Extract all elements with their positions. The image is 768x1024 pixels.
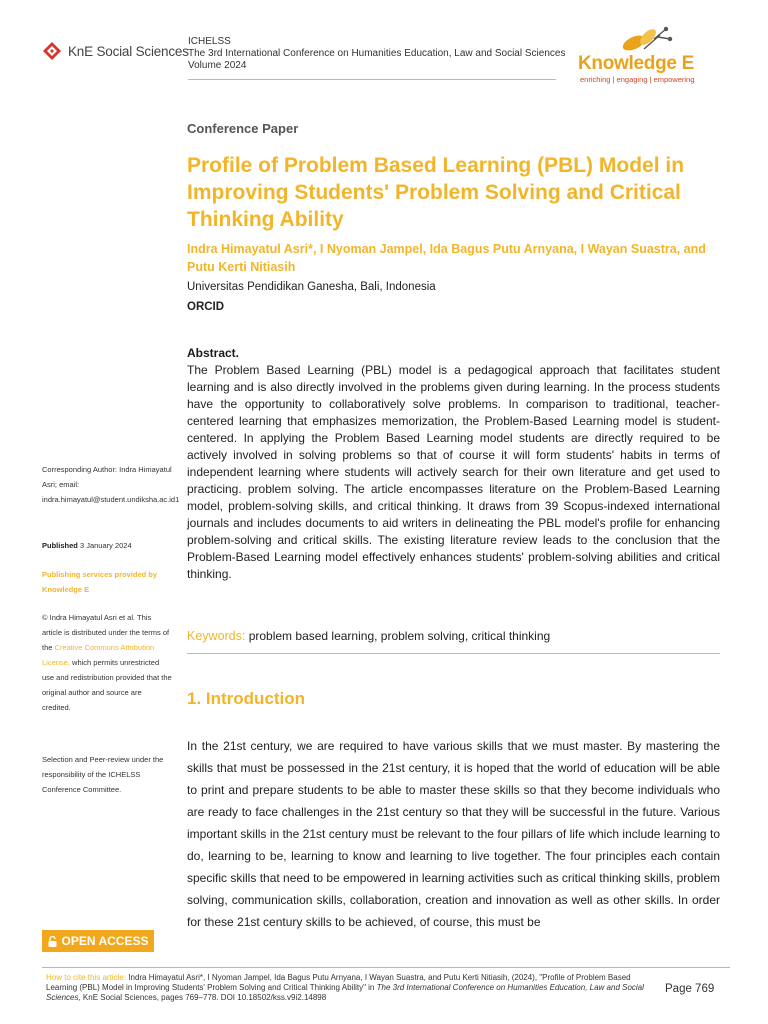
keywords-label: Keywords:	[187, 629, 246, 643]
abstract-heading: Abstract.	[187, 346, 240, 360]
kne-logo-text: KnE Social Sciences	[68, 43, 189, 59]
leaf-icon	[614, 25, 684, 55]
published-value: 3 January 2024	[79, 541, 132, 550]
license-text-tail: which permits unrestricted use and redistribution provided that the original author and source are credited.	[42, 658, 172, 712]
license-link[interactable]: Creative Commons Attribution License,	[42, 643, 155, 667]
publishing-services: Publishing services provided by Knowledge E	[42, 570, 158, 594]
cite-label: How to cite this article:	[46, 973, 127, 982]
keywords-divider	[187, 653, 720, 654]
paper-type: Conference Paper	[187, 121, 299, 136]
conference-info	[188, 36, 565, 72]
conference-name: The 3rd International Conference on Humanities Education, Law and Social Sciences	[188, 48, 566, 59]
footer-divider	[42, 967, 730, 968]
conference-volume: Volume 2024	[188, 60, 247, 71]
page-number: Page 769	[665, 983, 715, 995]
keywords	[187, 629, 720, 643]
kne-logo-icon	[42, 41, 62, 61]
introduction-text: In the 21st century, we are required to have various skills that we must master. By mastering the skills that must be possessed in the 21st century, it is hoped that the world of education will be able to print and prepare students to be able to master these skills so that they become individuals who are ready to face challenges in the 21st century so that they will be successful in the future. Various important skills in the 21st century must be relevant to the four pillars of life which include learning to do, learning to be, learning to know and learning to live together. The four principles each contain specific skills that need to be empowered in learning activities such as critical thinking skills, problem solving, communication skills, collaboration, creation and innovation as well as other skills. In order for these 21st century skills to be achieved, of course, this must be	[187, 739, 720, 929]
corresponding-author: Corresponding Author: Indra Himayatul Asri; email: indra.himayatul@student.undiksha.ac.id1	[42, 465, 180, 504]
license-text: Indra Himayatul Asri et al. This article is distributed under the terms of the	[42, 613, 170, 652]
orcid-link[interactable]: ORCID	[187, 301, 225, 313]
section-heading-introduction: 1. Introduction	[187, 689, 306, 708]
open-access-badge	[42, 930, 154, 952]
affiliation: Universitas Pendidikan Ganesha, Bali, Indonesia	[187, 281, 436, 293]
copyright-icon: ©	[42, 613, 48, 622]
citation-footer	[46, 973, 660, 1003]
keywords-text: problem based learning, problem solving, critical thinking	[248, 629, 551, 643]
peer-review-note: Selection and Peer-review under the responsibility of the ICHELSS Conference Committee.	[42, 755, 164, 794]
open-access-label: OPEN ACCESS	[61, 934, 149, 948]
license-notice	[42, 610, 172, 715]
open-lock-icon	[48, 936, 57, 947]
abstract-text: The Problem Based Learning (PBL) model is a pedagogical approach that facilitates student learning and is also directly involved in the problems given during learning. In the process students have the opportunity to collaboratively solve problems. In comparison to traditional, teacher-centered learning that emphasizes memorization, the Problem-Based Learning model is student-centered. In applying the Problem Based Learning model students are directly required to be actively involved in solving problems so that of course it will form students' habits in terms of independent learning where students will actively search for their own literature and get used to practicing. problem solving. The article encompasses literature on the Problem-Based Learning model, problem-solving skills, and critical thinking. It draws from 39 Scopus-indexed international journals and includes documents to aid writers in delineating the PBL model's profile for enhancing problem-solving and critical skills. The existing literature review leads to the conclusion that the Problem-Based Learning model effectively enhances students' problem-solving abilities and critical thinking.	[187, 363, 720, 581]
cite-tail: KnE Social Sciences, pages 769–778. DOI 10.18502/kss.v9i2.14898	[82, 993, 327, 1002]
published-date	[42, 538, 172, 553]
knowledge-e-logo	[578, 25, 728, 90]
header-divider	[188, 79, 556, 80]
paper-title: Profile of Problem Based Learning (PBL) Model in Improving Students' Problem Solving and Critical Thinking Ability	[187, 154, 685, 231]
cite-venue: The 3rd International Conference on Humanities Education, Law and Social Sciences,	[46, 983, 644, 1002]
brand-name: Knowledge E	[578, 53, 694, 74]
kne-logo	[42, 41, 189, 61]
paper-authors: Indra Himayatul Asri*, I Nyoman Jampel, Ida Bagus Putu Arnyana, I Wayan Suastra, and Putu Kerti Nitiasih	[187, 242, 706, 274]
conference-acronym: ICHELSS	[188, 36, 231, 47]
brand-tagline: enriching | engaging | empowering	[580, 75, 695, 84]
cite-text: Indra Himayatul Asri*, I Nyoman Jampel, Ida Bagus Putu Arnyana, I Wayan Suastra, and Putu Kerti Nitiasih, (2024), "Profile of Problem Based Learning (PBL) Model in Improving Students' Problem Solving and Critical Thinking Ability" in	[46, 973, 631, 992]
published-label: Published	[42, 541, 78, 550]
